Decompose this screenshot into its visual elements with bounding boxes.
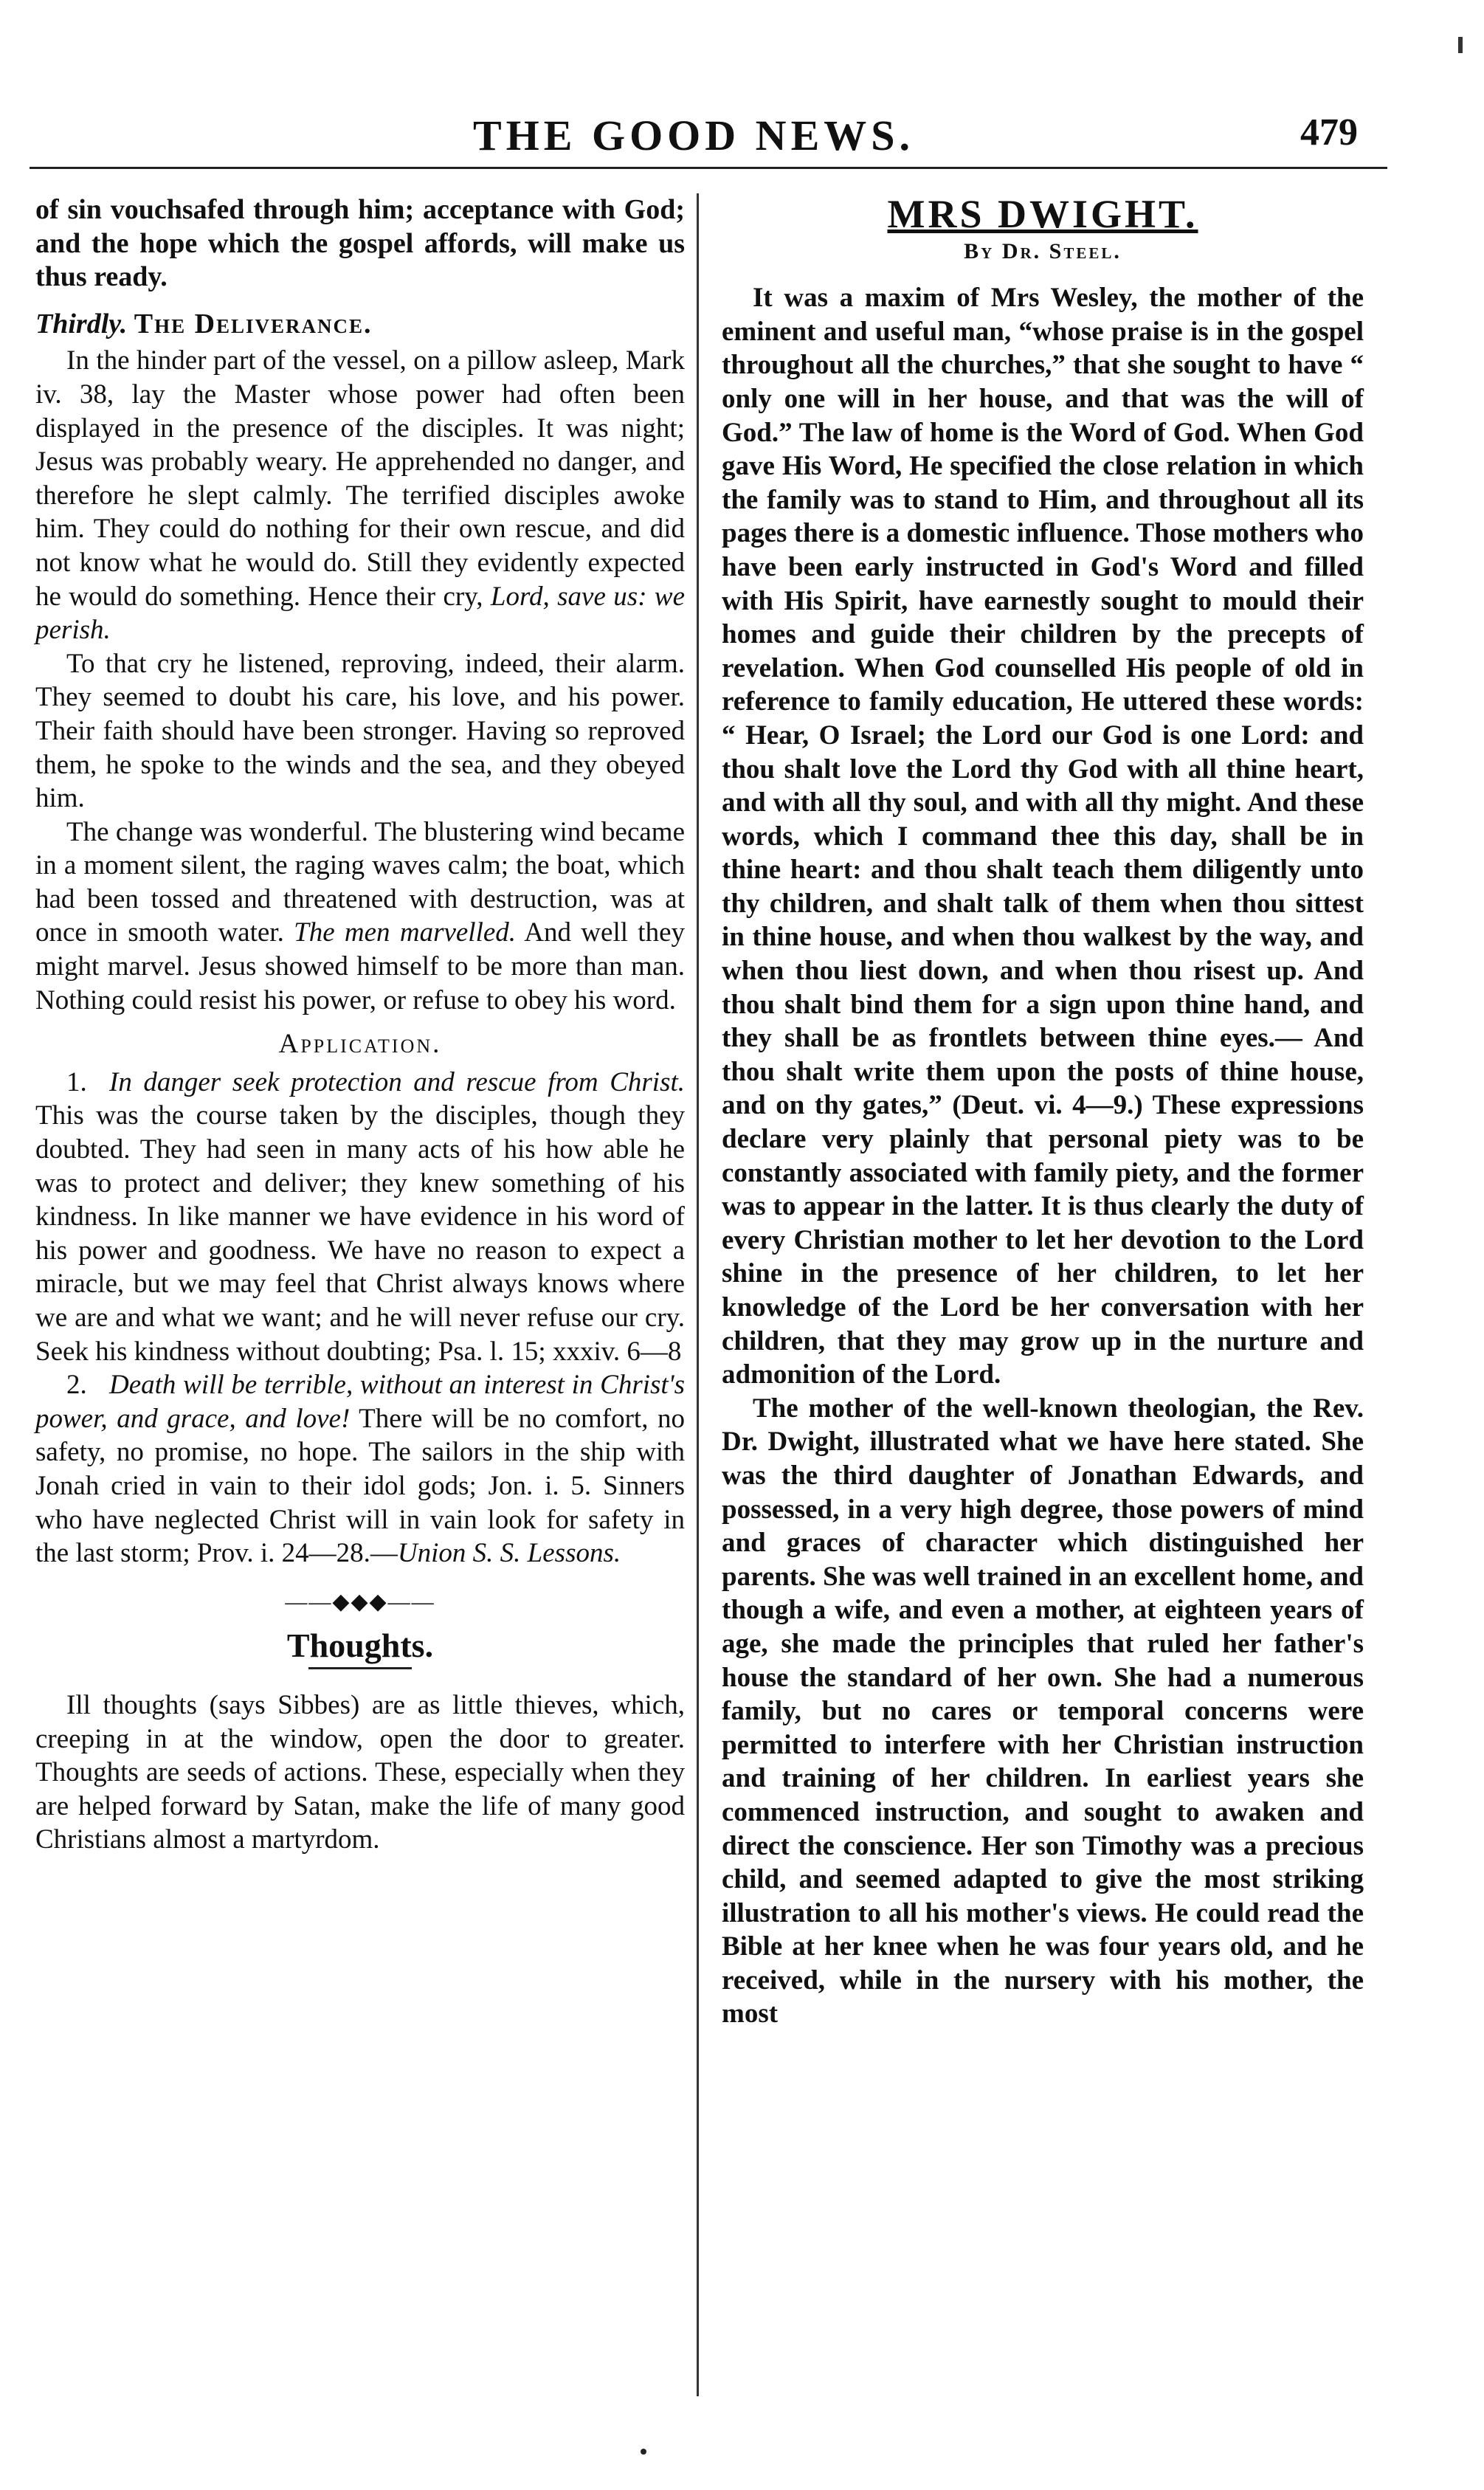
- application-body: There will be no comfort, no safety, no promise, no hope. The sailors in the ship with Jonah cried in vain to their idol gods; Jon. i. 5. Sinners who have neglected Christ will in vain look for safety in the last storm; Prov. i. 24—28.—: [35, 1403, 685, 1569]
- article-paragraph-1: It was a maxim of Mrs Wesley, the mother of the eminent and useful man, “whose praise is in the gospel throughout all the churches,” that she sought to have “ only one will in her house, and that was the will of God.” The law of home is the Word of God. When God gave His Word, He specified the close relation in which the family was to stand to Him, and throughout all its pages there is a domestic influence. Those mothers who have been early instructed in God's Word and filled with His Spirit, have earnestly sought to mould their homes and guide their children by the precepts of revelation. When God counselled His people of old in reference to family education, He uttered these words: “ Hear, O Israel; the Lord our God is one Lord: and thou shalt love the Lord thy God with all thine heart, and with all thy soul, and with all thy might. And these words, which I command thee this day, shall be in thine heart: and thou shalt teach them diligently unto thy children, and shalt talk of them when thou sittest in thine house, and when thou walkest by the way, and when thou liest down, and when thou risest up. And thou shalt bind them for a sign upon thine hand, and they shall be as frontlets between thine eyes.— And thou shalt write them upon the posts of thine house, and on thy gates,” (Deut. vi. 4—9.) These expressions declare very plainly that personal piety was to be constantly associated with family piety, and the former was to appear in the latter. It is thus clearly the duty of every Christian mother to let her devotion to the Lord shine in the presence of her children, to let her knowledge of the Lord be her conversation with her children, that they may grow up in the nurture and admonition of the Lord.: [722, 283, 1364, 1390]
- application-lead: Death will be terrible, without an interest in Christ's power, and grace, and love!: [35, 1370, 685, 1434]
- article-paragraph-2: The mother of the well-known theologian, the Rev. Dr. Dwight, illustrated what we have here stated. She was the third daughter of Jonathan Edwards, and possessed, in a very high degree, those powers of mind and graces of character which distinguished her parents. She was well trained in an excellent home, and though a wife, and even a mother, at eighteen years of age, she made the principles that ruled her father's house the standard of her own. She had a numerous family, but no cares or temporal concerns were permitted to interfere with her Christian instruction and training of her children. In earliest years she commenced instruction, and sought to awaken and direct the conscience. Her son Timothy was a precious child, and seemed adapted to give the most striking illustration to all his mother's views. He could read the Bible at her knee when he was four years old, and he received, while in the nursery with his mother, the most: [722, 1393, 1364, 2029]
- left-column: [35, 193, 685, 1857]
- thoughts-rule: [308, 1667, 412, 1669]
- application-body: This was the course taken by the disciples, though they doubted. They had seen in many acts of his how able he was to protect and deliver; they knew something of his kindness. In like manner we have evidence in his word of his power and goodness. We have no reason to expect a miracle, but we may feel that Christ always knows where we are and what we want; and he will never refuse our cry. Seek his kindness without doubting; Psa. l. 15; xxxiv. 6—8: [35, 1100, 685, 1367]
- right-column: [722, 193, 1364, 2031]
- running-head: [0, 111, 1484, 170]
- edge-mark: [1458, 37, 1463, 53]
- page-number: 479: [1300, 111, 1358, 154]
- application-number: 1.: [66, 1066, 87, 1097]
- application-item-2: [35, 1368, 685, 1570]
- section-heading-deliverance: [35, 308, 685, 342]
- opening-paragraph: of sin vouchsafed through him; acceptance with God; and the hope which the gospel affords, will make us thus ready.: [35, 194, 685, 293]
- running-title: THE GOOD NEWS.: [472, 111, 915, 159]
- application-source: Union S. S. Lessons.: [397, 1538, 621, 1569]
- deliverance-paragraph-3: [35, 815, 685, 1018]
- application-lead: In danger seek protection and rescue from Christ.: [109, 1066, 685, 1097]
- change-text-before: The change was wonderful. The blustering wind became in a moment silent, the raging waves calm; the boat, which had been tossed and threatened with destruction, was at once in smooth water.: [35, 816, 685, 948]
- deliverance-paragraph-1: [35, 344, 685, 646]
- change-text-after: And well they might marvel. Jesus showed himself to be more than man. Nothing could resist his power, or refuse to obey his word.: [35, 917, 685, 1015]
- section-lead-word: Thirdly.: [35, 308, 128, 339]
- article-title: MRS DWIGHT.: [887, 192, 1198, 236]
- thoughts-paragraph: Ill thoughts (says Sibbes) are as little thieves, which, creeping in at the window, open the door to greater. Thoughts are seeds of actions. These, especially when they are helped forward by Satan, make the life of many good Christians almost a martyrdom.: [35, 1689, 685, 1855]
- disciples-cry: Lord, save us: we perish.: [35, 581, 685, 646]
- header-rule: [30, 167, 1387, 169]
- application-item-1: [35, 1066, 685, 1368]
- change-italic: The men marvelled.: [294, 917, 517, 948]
- deliverance-paragraph-2: To that cry he listened, reproving, indeed, their alarm. They seemed to doubt his care, his love, and his power. Their faith should have been stronger. Having so reproved them, he spoke to the winds and the sea, and they obeyed him.: [35, 648, 685, 814]
- application-number: 2.: [66, 1370, 87, 1401]
- application-heading: Application.: [278, 1029, 442, 1060]
- article-byline: By Dr. Steel.: [964, 238, 1122, 263]
- section-dingbat: ——◆◆◆——: [285, 1589, 435, 1614]
- deliverance-text-1: In the hinder part of the vessel, on a pillow asleep, Mark iv. 38, lay the Master whose power had often been displayed in the presence of the disciples. It was night; Jesus was probably weary. He apprehended no danger, and therefore he slept calmly. The terrified disciples awoke him. They could do nothing for their own rescue, and did not know what he would do. Still they evidently expected he would do something. Hence their cry,: [35, 345, 685, 612]
- section-title: The Deliverance.: [134, 308, 373, 339]
- column-divider: [697, 193, 699, 2396]
- page-foot-dot: [641, 2449, 646, 2455]
- thoughts-title: Thoughts.: [286, 1627, 434, 1665]
